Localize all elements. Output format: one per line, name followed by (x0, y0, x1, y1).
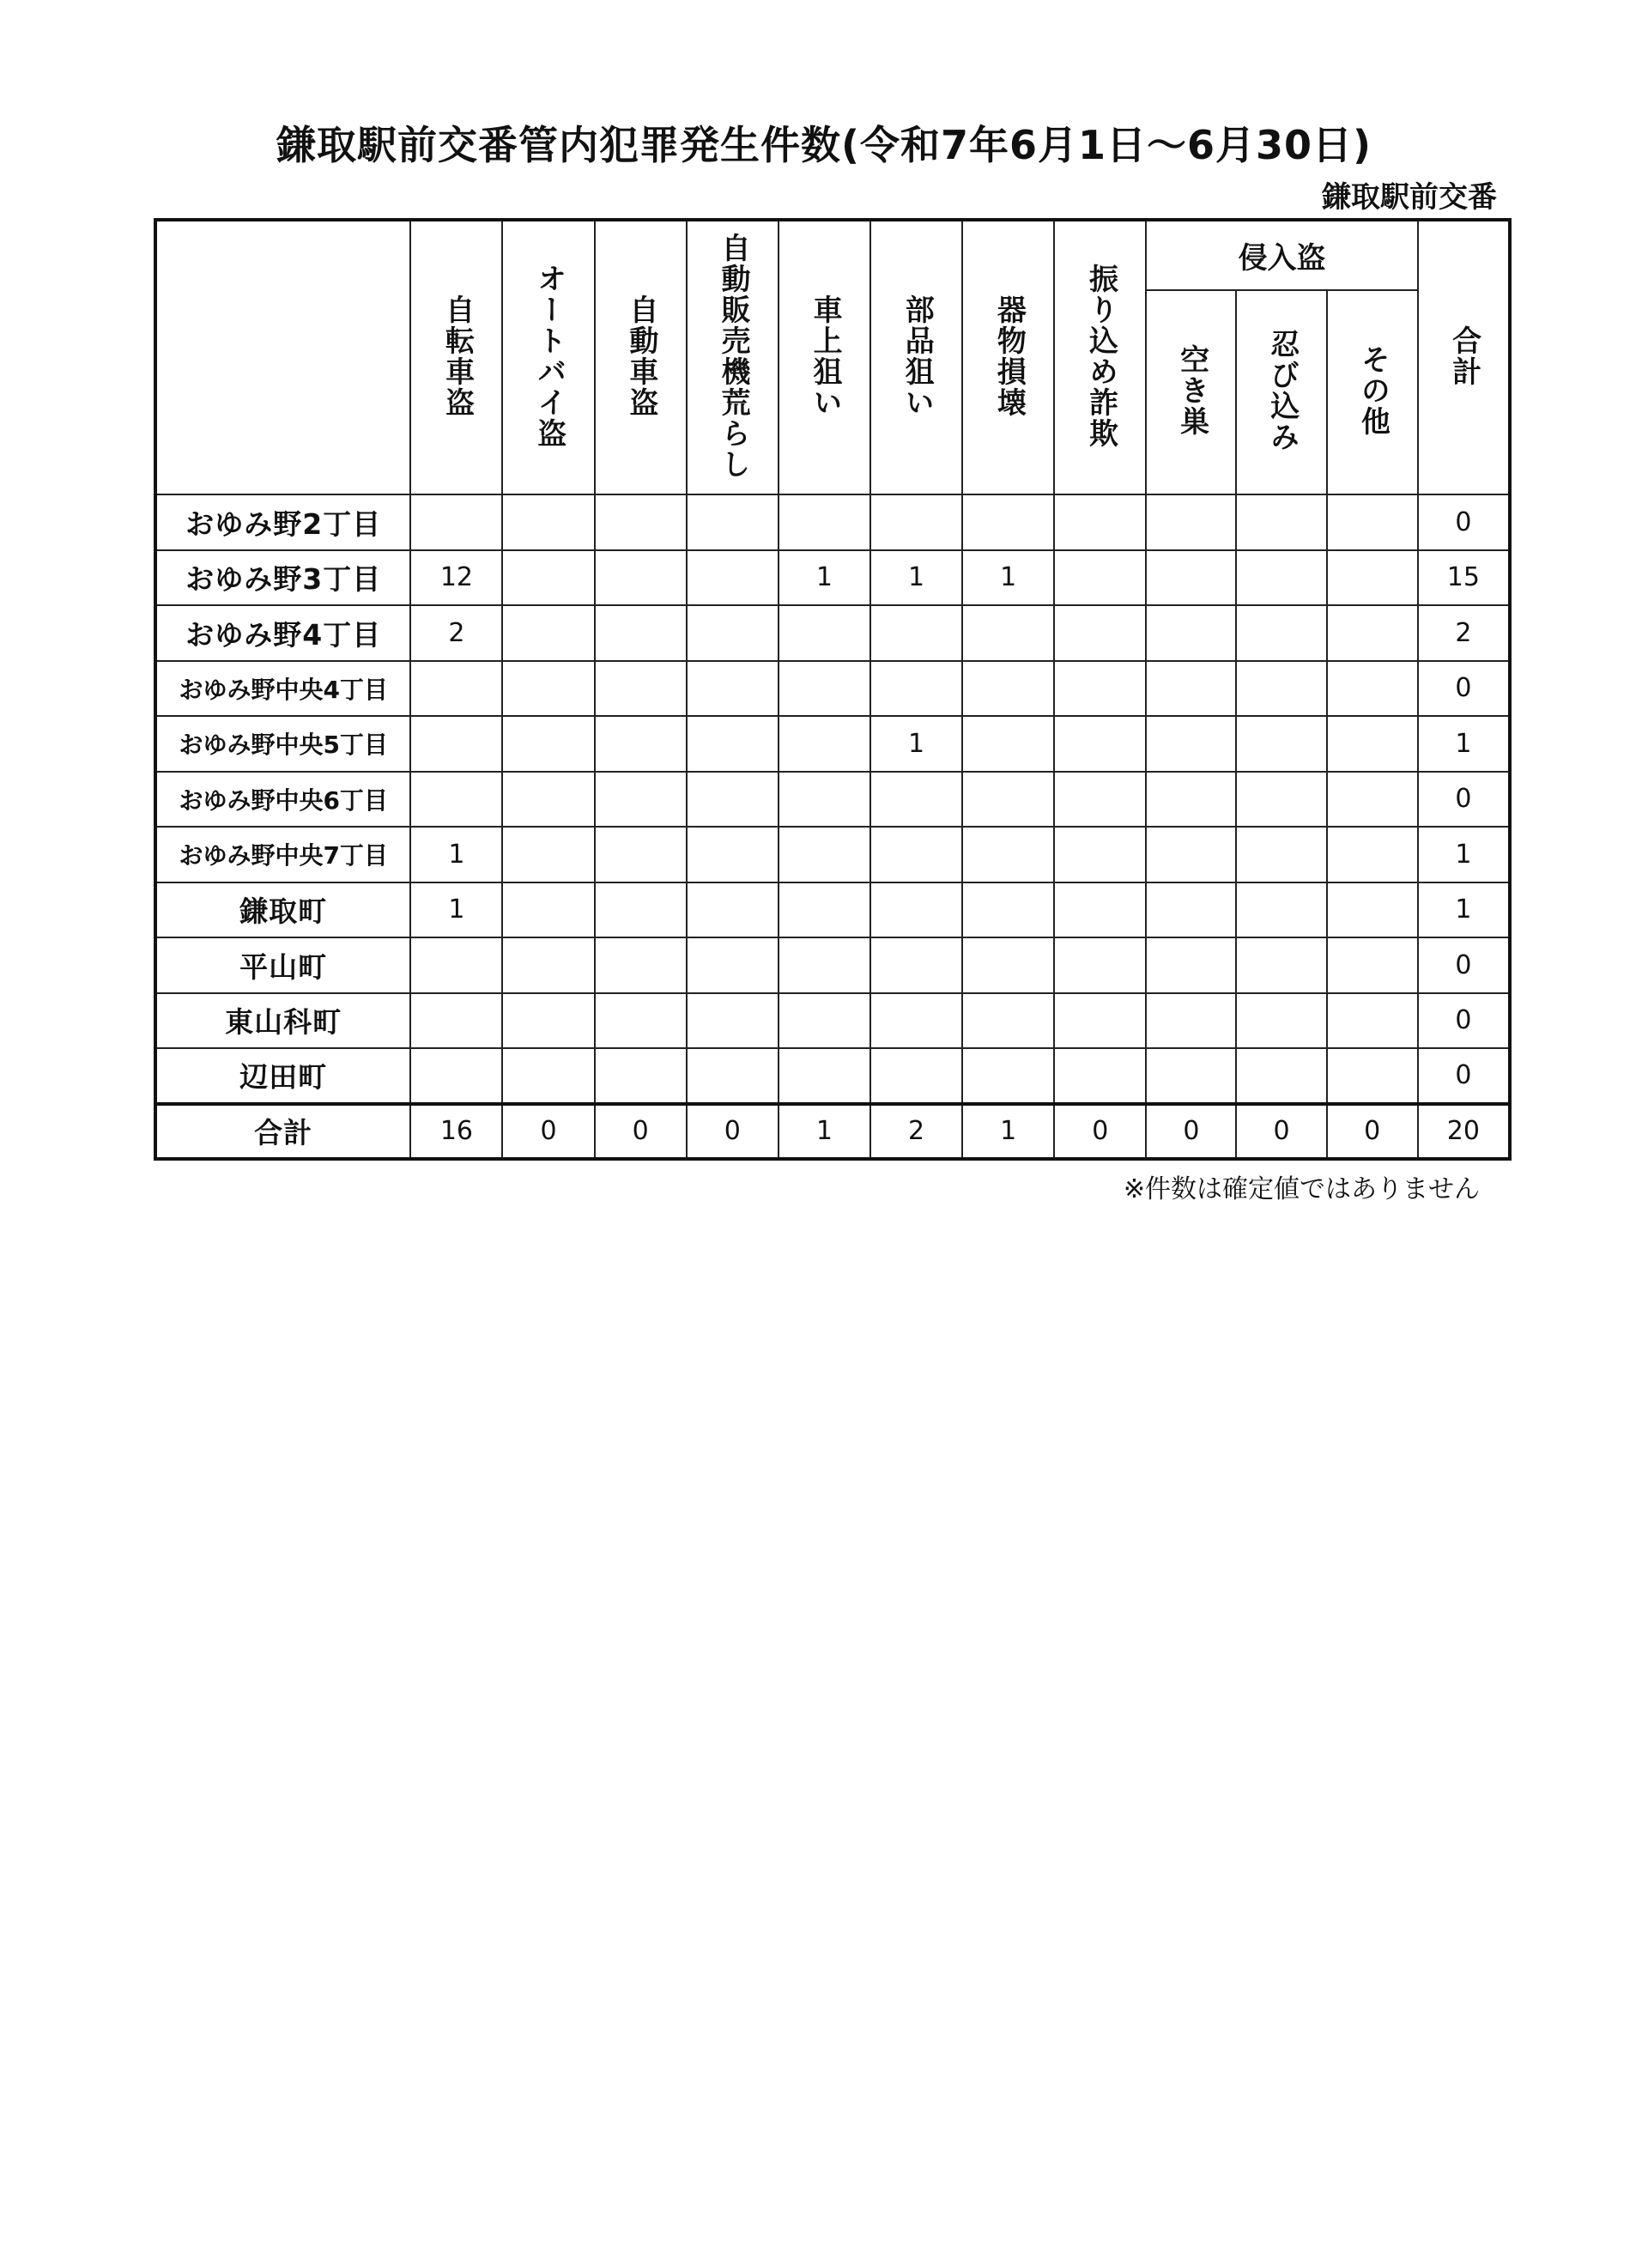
count-cell (1236, 882, 1326, 938)
count-cell (1236, 772, 1326, 828)
count-cell (1327, 550, 1418, 606)
col-header-5: 部品狙い (870, 220, 962, 494)
station-name: 鎌取駅前交番 (1322, 180, 1497, 215)
corner-cell (155, 220, 410, 494)
count-cell (1054, 772, 1146, 828)
count-cell: 1 (779, 1104, 870, 1160)
count-cell (687, 1048, 779, 1104)
count-cell (1327, 772, 1418, 828)
count-cell (870, 882, 962, 938)
count-cell (502, 605, 594, 661)
count-cell (502, 716, 594, 772)
count-cell (1146, 661, 1236, 717)
count-cell: 0 (502, 1104, 594, 1160)
count-cell: 0 (1146, 1104, 1236, 1160)
count-cell (595, 882, 687, 938)
count-cell: 1 (870, 716, 962, 772)
count-cell: 12 (410, 550, 502, 606)
table-row (155, 993, 1510, 1049)
count-cell (410, 772, 502, 828)
count-cell (962, 993, 1054, 1049)
count-cell (1146, 882, 1236, 938)
count-cell (962, 605, 1054, 661)
count-cell (870, 605, 962, 661)
count-cell: 1 (779, 550, 870, 606)
count-cell (962, 661, 1054, 717)
count-cell (779, 661, 870, 717)
col-header-total: 合計 (1418, 220, 1510, 494)
count-cell (687, 882, 779, 938)
table-row (155, 937, 1510, 993)
count-cell (870, 772, 962, 828)
count-cell: 1 (410, 882, 502, 938)
count-cell (595, 772, 687, 828)
disclaimer-note: ※件数は確定値ではありません (1123, 1174, 1480, 1204)
col-header-intrusion-2: その他 (1327, 290, 1418, 494)
count-cell (1236, 937, 1326, 993)
table-row (155, 494, 1510, 550)
col-header-6: 器物損壊 (962, 220, 1054, 494)
count-cell (502, 494, 594, 550)
area-name: 平山町 (239, 949, 328, 984)
count-cell (502, 993, 594, 1049)
count-cell (1236, 494, 1326, 550)
count-cell (502, 882, 594, 938)
count-cell (1236, 605, 1326, 661)
row-total-cell: 20 (1418, 1104, 1510, 1160)
count-cell (1054, 716, 1146, 772)
col-header-7: 振り込め詐欺 (1054, 220, 1146, 494)
crime-table (154, 218, 1512, 1161)
count-cell (1054, 937, 1146, 993)
count-cell (1146, 993, 1236, 1049)
count-cell (595, 937, 687, 993)
count-cell (1054, 494, 1146, 550)
count-cell (1054, 550, 1146, 606)
count-cell (1236, 661, 1326, 717)
table-row (155, 550, 1510, 606)
count-cell: 1 (410, 827, 502, 882)
count-cell (1327, 661, 1418, 717)
count-cell: 16 (410, 1104, 502, 1160)
row-total-cell: 0 (1418, 1048, 1510, 1104)
count-cell (962, 494, 1054, 550)
count-cell: 0 (1054, 1104, 1146, 1160)
count-cell (779, 882, 870, 938)
table-row (155, 605, 1510, 661)
count-cell (1146, 1048, 1236, 1104)
count-cell (1054, 827, 1146, 882)
count-cell (687, 605, 779, 661)
count-cell (1327, 827, 1418, 882)
count-cell (687, 827, 779, 882)
count-cell (962, 716, 1054, 772)
page-title: 鎌取駅前交番管内犯罪発生件数(令和7年6月1日～6月30日) (276, 122, 1372, 168)
count-cell (595, 550, 687, 606)
count-cell (870, 1048, 962, 1104)
count-cell (1327, 1048, 1418, 1104)
row-total-cell: 2 (1418, 605, 1510, 661)
count-cell (410, 937, 502, 993)
count-cell (962, 1048, 1054, 1104)
area-name: 東山科町 (225, 1005, 342, 1040)
area-name: 辺田町 (239, 1060, 328, 1095)
count-cell: 1 (962, 550, 1054, 606)
col-header-1: オートバイ盗 (502, 220, 594, 494)
col-header-intrusion-0: 空き巣 (1146, 290, 1236, 494)
count-cell: 1 (962, 1104, 1054, 1160)
row-total-cell: 0 (1418, 494, 1510, 550)
count-cell (687, 494, 779, 550)
count-cell (1236, 550, 1326, 606)
area-name: 鎌取町 (239, 894, 328, 929)
count-cell (779, 1048, 870, 1104)
count-cell: 2 (410, 605, 502, 661)
count-cell: 1 (870, 550, 962, 606)
count-cell (410, 494, 502, 550)
col-header-intrusion-1: 忍び込み (1236, 290, 1326, 494)
count-cell (779, 716, 870, 772)
count-cell (1054, 882, 1146, 938)
count-cell (595, 993, 687, 1049)
table-row (155, 772, 1510, 828)
table-row (155, 661, 1510, 717)
count-cell: 0 (1327, 1104, 1418, 1160)
table-row (155, 827, 1510, 882)
col-header-2: 自動車盗 (595, 220, 687, 494)
row-total-cell: 0 (1418, 937, 1510, 993)
count-cell (1236, 716, 1326, 772)
count-cell (870, 993, 962, 1049)
count-cell (870, 827, 962, 882)
count-cell (595, 661, 687, 717)
count-cell (1054, 993, 1146, 1049)
row-total-cell: 0 (1418, 772, 1510, 828)
count-cell (1327, 716, 1418, 772)
count-cell (779, 937, 870, 993)
row-total-cell: 1 (1418, 716, 1510, 772)
count-cell (962, 937, 1054, 993)
count-cell (687, 937, 779, 993)
count-cell (502, 772, 594, 828)
row-total-cell: 1 (1418, 827, 1510, 882)
count-cell (1146, 605, 1236, 661)
table-row (155, 716, 1510, 772)
count-cell: 0 (1236, 1104, 1326, 1160)
area-name: おゆみ野中央7丁目 (179, 841, 388, 870)
count-cell (1327, 937, 1418, 993)
count-cell (595, 1048, 687, 1104)
count-cell: 2 (870, 1104, 962, 1160)
count-cell (962, 882, 1054, 938)
count-cell (502, 1048, 594, 1104)
area-name: おゆみ野中央5丁目 (179, 731, 388, 760)
count-cell (962, 772, 1054, 828)
row-total-cell: 0 (1418, 993, 1510, 1049)
row-total-cell: 0 (1418, 661, 1510, 717)
col-header-0: 自転車盗 (410, 220, 502, 494)
count-cell (1236, 1048, 1326, 1104)
totals-row (155, 1104, 1510, 1160)
area-name: おゆみ野中央6丁目 (179, 785, 388, 815)
totals-label: 合計 (254, 1116, 313, 1150)
count-cell (410, 716, 502, 772)
col-header-3: 自動販売機荒らし (687, 220, 779, 494)
count-cell (870, 937, 962, 993)
count-cell (1054, 605, 1146, 661)
count-cell (962, 827, 1054, 882)
count-cell (1327, 882, 1418, 938)
count-cell (1236, 993, 1326, 1049)
area-name: おゆみ野4丁目 (185, 617, 382, 652)
count-cell (1146, 772, 1236, 828)
count-cell (1146, 827, 1236, 882)
count-cell (1054, 1048, 1146, 1104)
area-name: おゆみ野3丁目 (185, 562, 382, 597)
count-cell (687, 993, 779, 1049)
count-cell (1146, 550, 1236, 606)
count-cell (502, 550, 594, 606)
count-cell (687, 661, 779, 717)
count-cell (870, 661, 962, 717)
count-cell (1236, 827, 1326, 882)
count-cell (595, 605, 687, 661)
count-cell (687, 716, 779, 772)
count-cell (595, 716, 687, 772)
count-cell (410, 1048, 502, 1104)
count-cell (779, 993, 870, 1049)
count-cell (1146, 716, 1236, 772)
count-cell (502, 937, 594, 993)
intrusion-group-header: 侵入盗 (1146, 220, 1417, 290)
area-name: おゆみ野中央4丁目 (179, 675, 388, 704)
area-name: おゆみ野2丁目 (185, 506, 382, 541)
count-cell (1146, 937, 1236, 993)
count-cell (779, 494, 870, 550)
count-cell (687, 772, 779, 828)
table-row (155, 1048, 1510, 1104)
count-cell (870, 494, 962, 550)
count-cell (779, 772, 870, 828)
count-cell (502, 827, 594, 882)
count-cell (595, 827, 687, 882)
count-cell (779, 827, 870, 882)
count-cell (595, 494, 687, 550)
count-cell: 0 (687, 1104, 779, 1160)
table-row (155, 882, 1510, 938)
row-total-cell: 1 (1418, 882, 1510, 938)
count-cell (410, 661, 502, 717)
col-header-4: 車上狙い (779, 220, 870, 494)
count-cell (1327, 494, 1418, 550)
count-cell (1327, 993, 1418, 1049)
count-cell (410, 993, 502, 1049)
count-cell: 0 (595, 1104, 687, 1160)
count-cell (687, 550, 779, 606)
row-total-cell: 15 (1418, 550, 1510, 606)
count-cell (1146, 494, 1236, 550)
count-cell (1327, 605, 1418, 661)
count-cell (779, 605, 870, 661)
count-cell (502, 661, 594, 717)
count-cell (1054, 661, 1146, 717)
